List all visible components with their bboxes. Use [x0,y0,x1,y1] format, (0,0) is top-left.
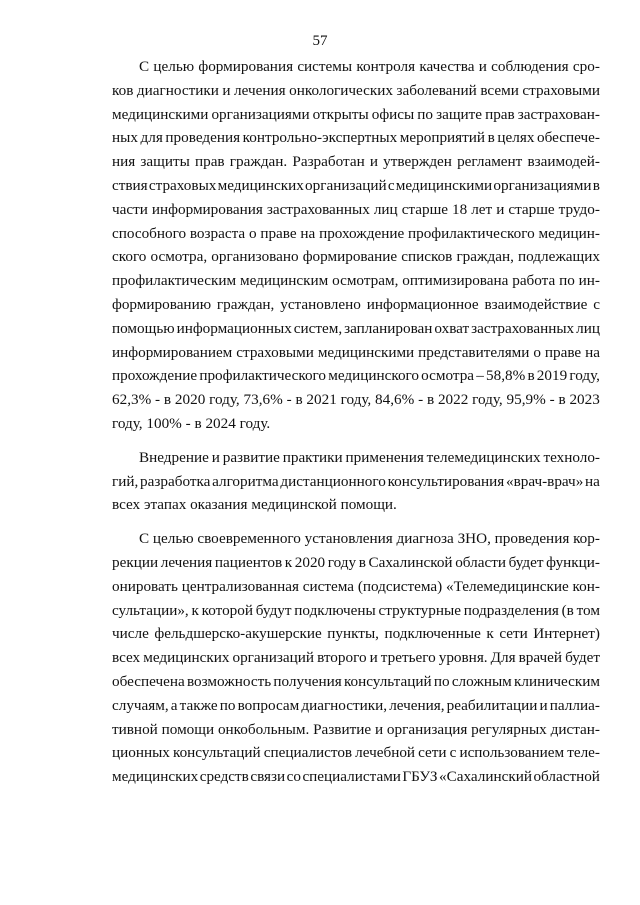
text-line: Внедрение и развитие практики применения телемедицинских техноло- [139,448,600,466]
text-line: части информирования застрахованных лиц старше 18 лет и старше трудо- [112,200,600,218]
text-line: ционных консультаций специалистов лечебной сети с использованием теле- [112,744,600,762]
text-line: ния защиты прав граждан. Разработан и утвержден регламент взаимодей- [112,153,600,171]
text-line: тивной помощи онкобольным. Развитие и организация регулярных дистан- [112,720,600,738]
text-line: ных для проведения контрольно-экспертных мероприятий в целях обеспече- [112,129,600,147]
text-line: обеспечена возможность получения консультаций по сложным клиническим [112,672,600,690]
text-line: ского осмотра, организовано формирование списков граждан, подлежащих [112,248,600,266]
text-line: сультации», к которой будут подключены структурные подразделения (в том [112,601,600,619]
text-line: гий, разработка алгоритма дистанционного консультирования «врач-врач» на [112,472,600,490]
text-line: всех этапах оказания медицинской помощи. [112,496,397,514]
text-line: медицинскими организациями открыты офисы по защите прав застрахован- [112,105,600,123]
paragraph [112,527,600,789]
text-line: формированию граждан, установлено информационное взаимодействие с [112,295,600,313]
text-line: числе фельдшерско-акушерские пункты, подключенные к сети Интернет) [112,625,600,643]
text-line: помощью информационных систем, запланирован охват застрахованных лиц [112,319,600,337]
text-line: рекции лечения пациентов к 2020 году в Сахалинской области будет функци- [112,553,600,571]
text-line: С целью формирования системы контроля качества и соблюдения сро- [139,58,600,75]
text-line: медицинских средств связи со специалистами ГБУЗ «Сахалинский областной [112,768,600,786]
text-line: С целью своевременного установления диагноза ЗНО, проведения кор- [139,530,600,548]
paragraph [112,446,600,517]
text-line: всех медицинских организаций второго и третьего уровня. Для врачей будет [112,649,600,667]
paragraph-gap [112,517,600,527]
text-line: информированием страховыми медицинскими представителями о праве на [112,343,600,361]
body-text [112,55,600,789]
text-line: случаям, а также по вопросам диагностики, лечения, реабилитации и паллиа- [112,696,600,714]
paragraph-gap [112,436,600,446]
text-line: 62,3% - в 2020 году, 73,6% - в 2021 году, 84,6% - в 2022 году, 95,9% - в 2023 [112,391,600,409]
text-line: онировать централизованная система (подсистема) «Телемедицинские кон- [112,577,600,595]
text-line: году, 100% - в 2024 году. [112,414,271,432]
text-line: ков диагностики и лечения онкологических заболеваний всеми страховыми [112,81,600,99]
text-line: прохождение профилактического медицинского осмотра – 58,8% в 2019 году, [112,367,600,385]
paragraph [112,55,600,436]
text-line: профилактическим медицинским осмотрам, оптимизирована работа по ин- [112,272,600,290]
text-line: способного возраста о праве на прохождение профилактического медицин- [112,224,600,242]
text-line: ствия страховых медицинских организаций с медицинскими организациями в [112,176,600,194]
page-number: 57 [312,33,328,49]
